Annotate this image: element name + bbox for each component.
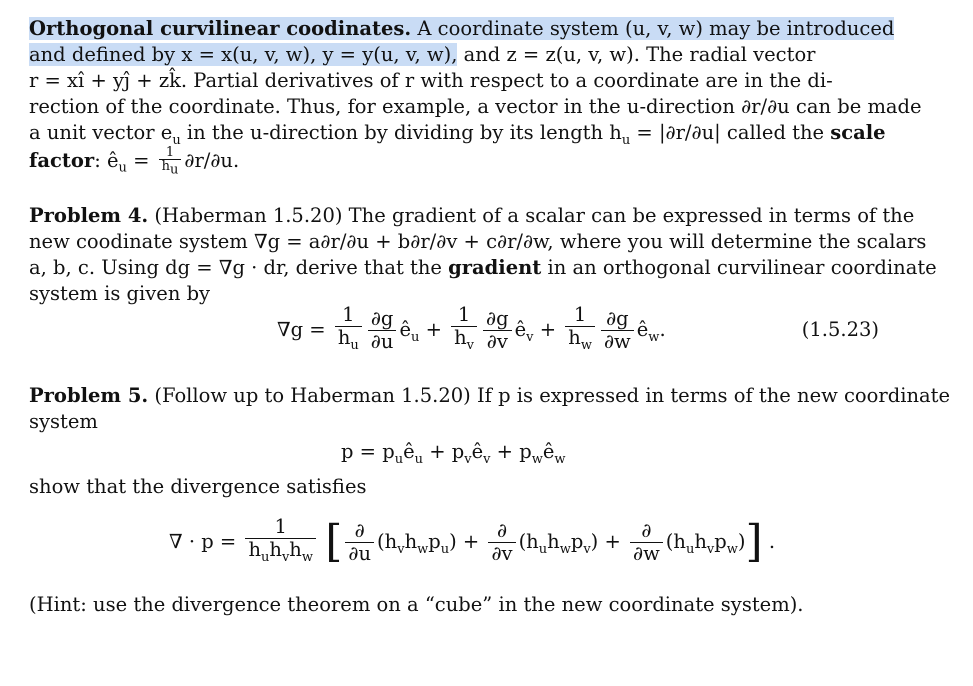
- p1-line-6: factor: $ê_u$ = $\frac{1}{h_u}$ ∂r/∂u.: [29, 145, 240, 178]
- p4-line-2: new coodinate system ∇g = a∂r/∂u + b∂r/∂v + c∂r/∂w, where you will determine the scalars: [29, 230, 927, 253]
- scale-factor-fraction: $\frac{1}{h_u}$: [159, 146, 182, 177]
- problem-5-label: Problem 5.: [29, 384, 149, 407]
- p1-line-1: Orthogonal curvilinear coodinates. A coordinate system (u, v, w) may be introduced: [29, 17, 895, 40]
- p4-line-3: a, b, c. Using dg = ∇g · dr, derive that the gradient in an orthogonal curvilinear coordinate: [29, 256, 937, 279]
- divergence-equation: ∇ · p = $\frac{1}{h_uh_vh_w}$ [ $\frac{\partial}{\partial u}$ $(h_vh_wp_u)$ + $\frac{\partial}{\partial v}$ $(h_uh_wp_v)$ + $\frac{\partial}{\partial w}$ $(h_uh_vp_w)$] .: [169, 515, 776, 568]
- p1-line-4: rection of the coordinate. Thus, for example, a vector in the u-direction ∂r/∂u can be made: [29, 95, 922, 118]
- equation-number: (1.5.23): [801, 318, 879, 341]
- p5-line-2: system: [29, 410, 98, 433]
- gradient-equation: ∇g = $\frac{1}{h_u}$ $\frac{\partial g}{\partial u}$ $ê_u$ + $\frac{1}{h_v}$ $\frac{\partial g}{\partial v}$ $ê_v$ + $\frac{1}{h_w}$ $\frac{\partial g}{\partial w}$ $ê_w$.: [277, 303, 666, 353]
- section-title: Orthogonal curvilinear coodinates.: [29, 17, 412, 40]
- p1-line-2: and defined by x = x(u, v, w), y = y(u, v, w), and z = z(u, v, w). The radial vector: [29, 43, 816, 66]
- highlighted-text: and defined by x = x(u, v, w), y = y(u, v, w),: [29, 43, 458, 66]
- p1-line-3: r = xî + yĵ + zk̂. Partial derivatives of r with respect to a coordinate are in the di-: [29, 69, 833, 92]
- p5-line-1: Problem 5. (Follow up to Haberman 1.5.20) If p is expressed in terms of the new coordinate: [29, 384, 951, 407]
- p4-line-4: system is given by: [29, 282, 211, 305]
- hint-text: (Hint: use the divergence theorem on a “cube” in the new coordinate system).: [29, 593, 804, 616]
- p-vector-equation: $p = p_uê_u$ + $p_vê_v$ + $p_wê_w$: [341, 440, 566, 467]
- p4-line-1: Problem 4. (Haberman 1.5.20) The gradient of a scalar can be expressed in terms of the: [29, 204, 915, 227]
- problem-4-label: Problem 4.: [29, 204, 149, 227]
- p5-line-3: show that the divergence satisfies: [29, 475, 367, 498]
- p1-line-5: a unit vector $e_u$ in the u-direction by dividing by its length $h_u = |\partial r/\partial u|$ called the scale: [29, 121, 886, 148]
